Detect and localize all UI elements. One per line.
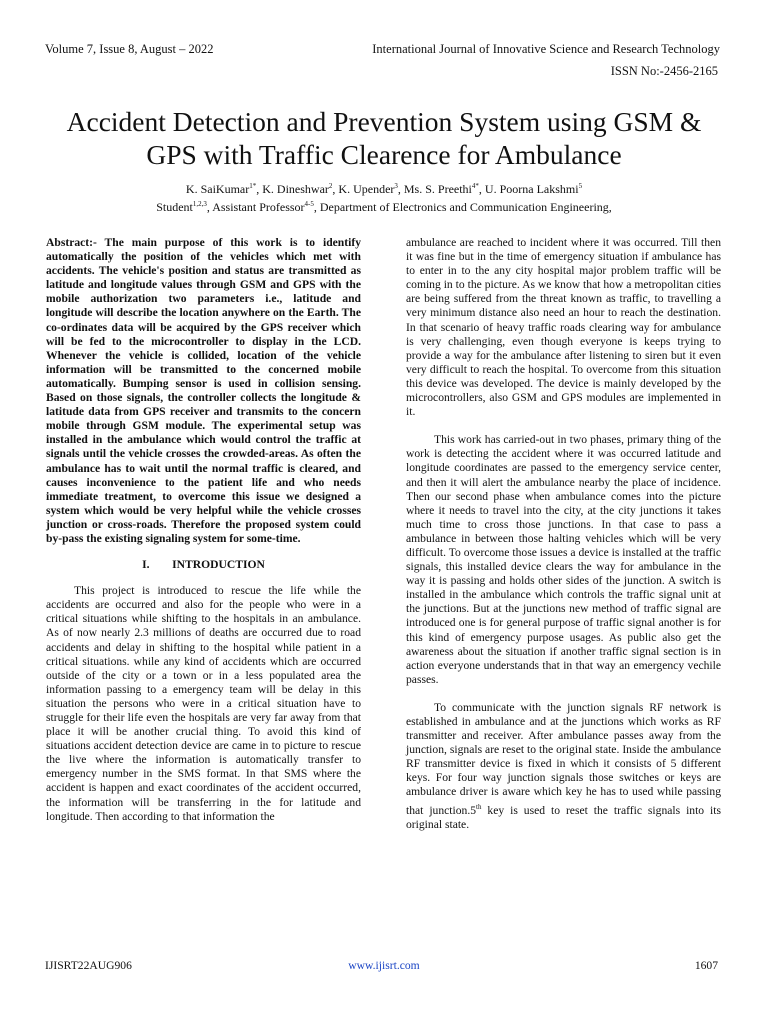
journal-name: International Journal of Innovative Science and Research Technology: [372, 42, 720, 56]
intro-paragraph-1: This project is introduced to rescue the life while the accidents are occurred and also for the people who were in a critical situations while shifting to the hospitals in an ambulance. As of now nearly 2.3 millions of deaths are occurred due to road accidents and delay in shifting to the hospital while patient in a critical situations. while any kind of accidents which are occurred outside of the city or a town or in a less populated area the information passing to a emergency team will be delay in this situation the persons who were in a critical situation have to struggle for their life even the hospitals are very far away from that place it will be another crucial thing. To avoid this kind of situations accident detection device are came in to picture to rescue the live where the information is automatically transfer to emergency number in the SMS format. In that SMS where the accident is happen and exact coordinates of the accident occurred, the information will be transferring in the for latitude and longitude. Then according to that information the: [46, 584, 361, 823]
right-paragraph-3: To communicate with the junction signals RF network is established in ambulance and at the junctions which works as RF transmitter and receiver. After ambulance passes away from the junction, signals are reset to the original state. Inside the ambulance RF transmitter device is fixed in which it consists of 5 different keys. For four way junction signals those switches or keys are ambulance driver is aware which key he has to used while passing that junction.5th key is used to reset the traffic signals into its original state.: [406, 700, 722, 831]
journal-issn: ISSN No:-2456-2165: [610, 64, 718, 78]
paper-title: Accident Detection and Prevention System using GSM & GPS with Traffic Clearence for Ambulance: [66, 106, 702, 171]
article-code: IJISRT22AUG906: [45, 959, 132, 972]
right-paragraph-2: This work has carried-out in two phases, primary thing of the work is detecting the accident where it was occurred latitude and longitude coordinates are passed to the emergency service center, and then it will alert the ambulance nearby the place of incidence. Then our second phase when ambulance comes into the picture where it needs to travel into the city, at the city junctions it takes much time to cross those junctions. In that case to pass a ambulance in between those halting vehicles which will be very difficult. To overcome those issues a device is installed at the traffic signals, this installed device clears the way for ambulance in the way it is passing and holds other sides of the junction. A switch is installed in the ambulance which controls the traffic signal unit at the junctions. But at the junctions new method of traffic signal are introduced one is for general purpose of traffic signal another is for this kind of emergency purpose usages. As public also get the awareness about the situation if another traffic signal section is in action everyone understands that in that way an emergency vechile passes.: [406, 433, 721, 686]
section-heading-introduction: I. INTRODUCTION: [142, 558, 265, 572]
left-column: [46, 236, 361, 824]
right-paragraph-1: ambulance are reached to incident where it was occurred. Till then it was fine but in the time of emergency situation if ambulance has to enter in to the any city hospital major problem traffic will be coming in to the picture. As we know that how a metropolitan cities are being suffered from the threat known as traffic, to travelling a very minimum distance also need an hour to reach the destination. In that scenario of heavy traffic roads clearing way for ambulance is very challenging, even though everyone is keeps trying to provide a way for the ambulance after listening to siren but it even very difficult to reach the hospital. To overcome from this situation this device was developed. The device is mainly developed by the microcontrollers, also GSM and GPS modules are implemented in it.: [406, 236, 721, 419]
affiliation: Student$^{1,2,3}$, Assistant Professor$^{4-5}$, Department of Electronics and Communication Engineering,: [156, 200, 612, 214]
right-column: [406, 236, 721, 832]
abstract: Abstract:- The main purpose of this work is to identify automatically the position of the vehicles which met with accidents. The vehicle's position and status are transmitted as latitude and longitude values through GSM and GPS with the mobile authorization two parameters i.e., latitude and longitude will describe the location anywhere on the Earth. The co-ordinates data will be acquired by the GPS receiver which will be fed to the microcontroller to display in the LCD. Whenever the vehicle is collided, location of the vehicle information will be transmitted to the concerned mobile automatically. Bumping sensor is used in collision sensing. Based on those signals, the controller collects the longitude & latitude data from GPS receiver and transmits to the concern mobile through GSM module. The experimental setup was installed in the ambulance which would control the traffic at signals until the vehicle crosses the crowded-areas. As often the ambulance has to wait until the normal traffic is cleared, and causes inconvenience to the patient life and who needs immediate treatment, to overcome this issue we designed a system which would be very helpful while the vehicle crosses junction or cross-roads. Therefore the proposed system could by-pass the existing signaling system for some-time.: [46, 236, 361, 545]
author-list: K. SaiKumar$^{1*}$, K. Dineshwar$^2$, K. Upender$^3$, Ms. S. Preethi$^{4*}$, U. Poorna Lakshmi$^5$: [185, 182, 583, 196]
journal-website-link[interactable]: www.ijisrt.com: [348, 959, 420, 972]
author-block: [60, 179, 708, 215]
page-number: 1607: [694, 959, 718, 972]
journal-volume: Volume 7, Issue 8, August – 2022: [45, 42, 214, 56]
